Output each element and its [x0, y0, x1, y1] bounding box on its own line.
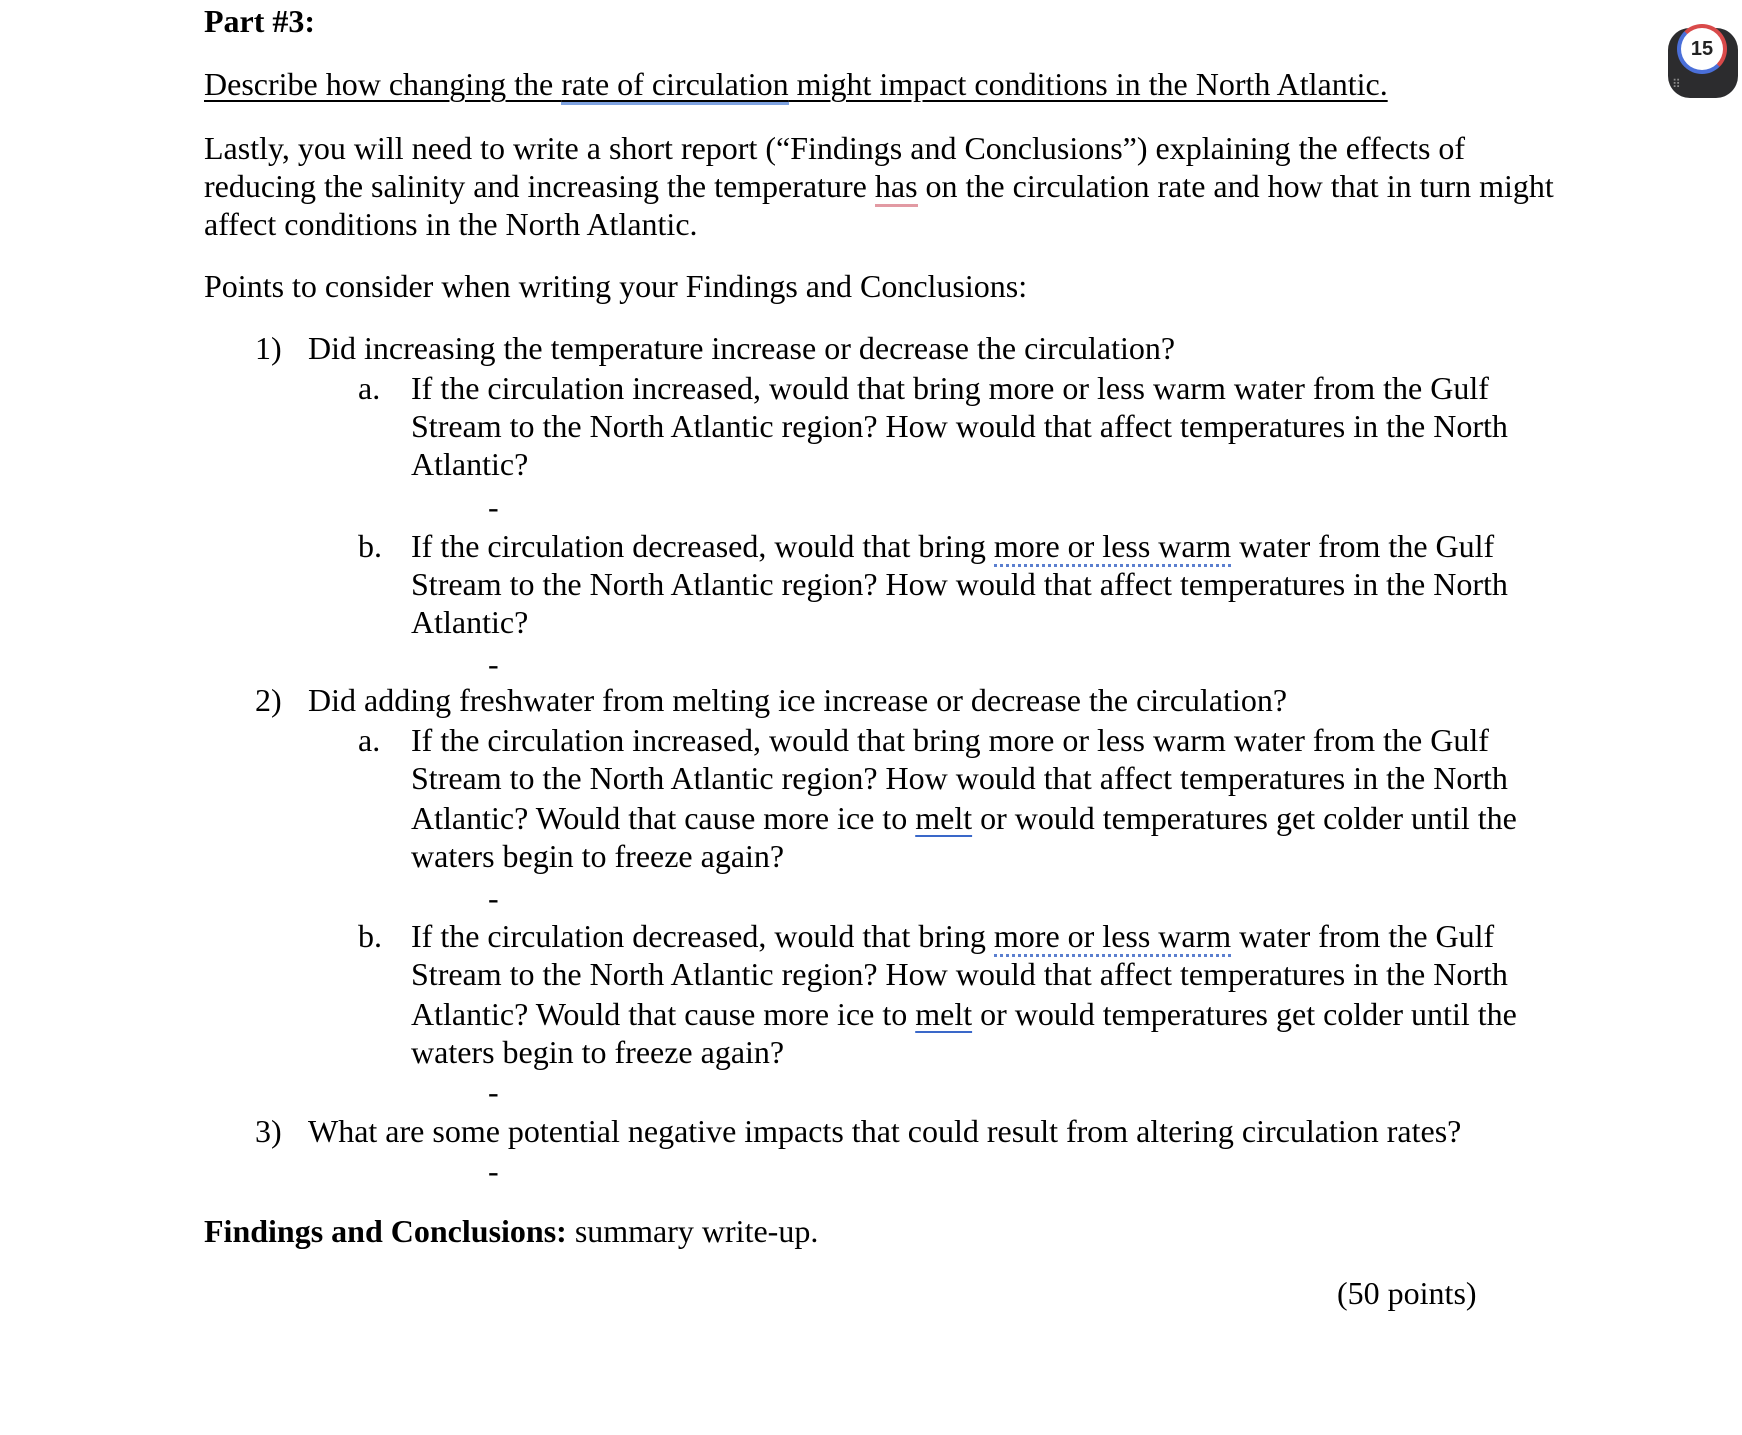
q2a-answer-dash[interactable]: - — [488, 880, 499, 916]
findings-label: Findings and Conclusions: — [204, 1213, 567, 1249]
q1a-line-3: Atlantic? — [411, 446, 529, 482]
points-heading: Points to consider when writing your Findings and Conclusions: — [204, 268, 1028, 304]
intro-line-3: affect conditions in the North Atlantic. — [204, 206, 698, 242]
intro-spelling-mark[interactable]: has — [875, 168, 918, 207]
q1b-letter: b. — [358, 528, 382, 564]
badge-count[interactable]: 15 — [1677, 24, 1727, 74]
q3-answer-dash[interactable]: - — [488, 1153, 499, 1189]
title-text-after: might impact conditions in the North Atlantic. — [788, 66, 1388, 102]
q2b-line-1 — [411, 917, 1494, 955]
drag-grip-icon[interactable]: ⠿ — [1672, 77, 1681, 91]
title-text-before: Describe how changing the — [204, 66, 562, 102]
q2a-line-3 — [411, 799, 1517, 837]
q2b-answer-dash[interactable]: - — [488, 1074, 499, 1110]
q2a-line-2: Stream to the North Atlantic region? How would that affect temperatures in the North — [411, 760, 1508, 796]
q2a-line-4: waters begin to freeze again? — [411, 838, 785, 874]
q2b-line-1-after: water from the Gulf — [1231, 918, 1495, 954]
q3-number: 3) — [255, 1113, 282, 1149]
q2b-line-3-before: Atlantic? Would that cause more ice to — [411, 996, 916, 1032]
q1b-line-1 — [411, 527, 1494, 565]
q2a-line-3-after: or would temperatures get colder until the — [972, 800, 1517, 836]
q1b-line-3: Atlantic? — [411, 604, 529, 640]
findings-line — [204, 1212, 818, 1250]
q1a-line-1: If the circulation increased, would that bring more or less warm water from the Gulf — [411, 370, 1489, 406]
q2-text: Did adding freshwater from melting ice increase or decrease the circulation? — [308, 682, 1288, 718]
q2-number: 2) — [255, 682, 282, 718]
intro-line-1: Lastly, you will need to write a short report (“Findings and Conclusions”) explaining the effects of — [204, 130, 1466, 166]
q2b-letter: b. — [358, 918, 382, 954]
q3-text: What are some potential negative impacts that could result from altering circulation rates? — [308, 1113, 1462, 1149]
points-value: (50 points) — [1337, 1275, 1477, 1311]
q2b-line-2: Stream to the North Atlantic region? How would that affect temperatures in the North — [411, 956, 1508, 992]
part-heading: Part #3: — [204, 3, 316, 39]
q2b-line-3-after: or would temperatures get colder until the — [972, 996, 1517, 1032]
q1b-line-1-before: If the circulation decreased, would that bring — [411, 528, 994, 564]
intro-line-2 — [204, 167, 1554, 205]
q1b-line-1-after: water from the Gulf — [1231, 528, 1495, 564]
q2a-line-1: If the circulation increased, would that bring more or less warm water from the Gulf — [411, 722, 1489, 758]
q1a-letter: a. — [358, 370, 381, 406]
q1b-line-2: Stream to the North Atlantic region? How would that affect temperatures in the North — [411, 566, 1508, 602]
q2b-melt-mark[interactable]: melt — [915, 996, 973, 1032]
q2b-line-4: waters begin to freeze again? — [411, 1034, 785, 1070]
section-title — [204, 65, 1388, 103]
q1b-grammar-mark[interactable]: more or less warm — [994, 528, 1231, 567]
q2a-letter: a. — [358, 722, 381, 758]
intro-line-2-after: on the circulation rate and how that in turn might — [917, 168, 1554, 204]
intro-line-2-before: reducing the salinity and increasing the temperature — [204, 168, 875, 204]
comment-badge[interactable] — [1668, 24, 1738, 94]
title-text-marked[interactable]: rate of circulation — [561, 66, 788, 105]
q2a-melt-mark[interactable]: melt — [915, 800, 973, 836]
q1a-answer-dash[interactable]: - — [488, 489, 499, 525]
q1a-line-2: Stream to the North Atlantic region? How would that affect temperatures in the North — [411, 408, 1508, 444]
q2b-grammar-mark[interactable]: more or less warm — [994, 918, 1231, 957]
findings-text: summary write-up. — [566, 1213, 819, 1249]
q1-number: 1) — [255, 330, 282, 366]
q2b-line-1-before: If the circulation decreased, would that bring — [411, 918, 994, 954]
q2a-line-3-before: Atlantic? Would that cause more ice to — [411, 800, 916, 836]
q1-text: Did increasing the temperature increase or decrease the circulation? — [308, 330, 1176, 366]
q1b-answer-dash[interactable]: - — [488, 646, 499, 682]
q2b-line-3 — [411, 995, 1517, 1033]
